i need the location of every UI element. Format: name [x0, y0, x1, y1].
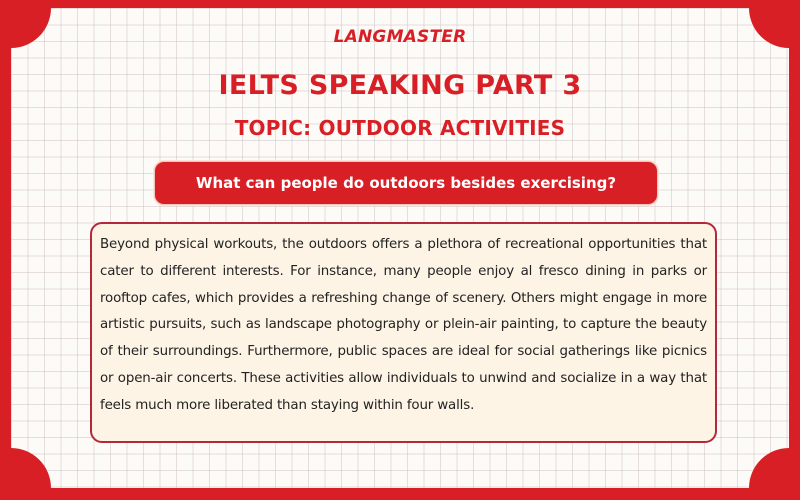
answer-text: Beyond physical workouts, the outdoors offers a plethora of recreational opportunities that cater to different interests. For instance, many people enjoy al fresco dining in parks or rooftop cafes, which provides a refreshing change of scenery. Others might engage in more artistic pursuits, such as landscape photography or plein-air painting, to capture the beauty of their surroundings. Furthermore, public spaces are ideal for social gatherings like picnics or open-air concerts. These activities allow individuals to unwind and socialize in a way that feels much more liberated than staying within four walls.: [100, 237, 707, 413]
page-title: IELTS SPEAKING PART 3: [218, 70, 582, 101]
question-banner: [154, 161, 658, 205]
corner-decoration-bottom-left: [0, 448, 51, 500]
question-text: What can people do outdoors besides exercising?: [195, 174, 617, 192]
answer-box: [90, 222, 717, 443]
brand-logo: LANGMASTER: [333, 27, 467, 47]
corner-decoration-bottom-right: [749, 448, 800, 500]
topic-subtitle: TOPIC: OUTDOOR ACTIVITIES: [234, 116, 566, 140]
